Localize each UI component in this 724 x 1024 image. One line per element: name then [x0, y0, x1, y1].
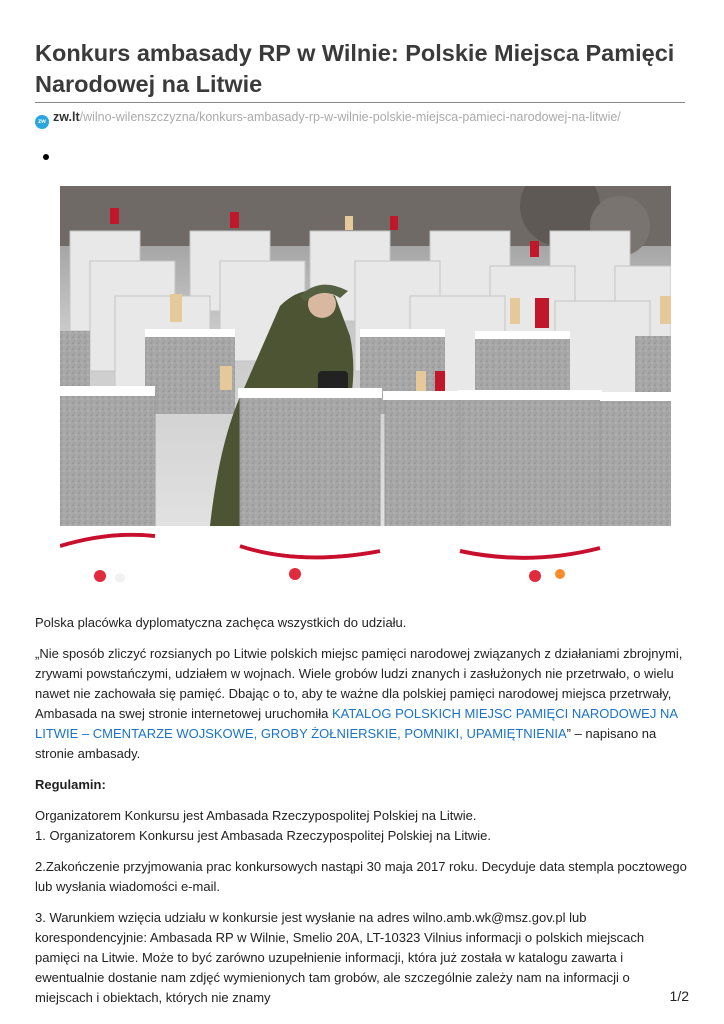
title-divider [35, 102, 685, 103]
site-favicon-icon: zw [35, 115, 49, 129]
catalog-link[interactable]: KATALOG POLSKICH MIEJSC PAMIĘCI NARODOWEJ NA LITWIE – CMENTARZE WOJSKOWE, GROBY ŻOŁNIERSKIE, POMNIKI, UPAMIĘTNIENIA [35, 706, 678, 741]
source-domain-link[interactable]: zw.lt [53, 110, 80, 124]
intro-paragraph: Polska placówka dyplomatyczna zachęca wszystkich do udziału. [35, 615, 407, 630]
quote-text-end: ” – napisano na stronie ambasady. [35, 726, 657, 761]
article-photo [60, 186, 671, 592]
rules-line-b: 1. Organizatorem Konkursu jest Ambasada Rzeczypospolitej Polskiej na Litwie. [35, 828, 491, 843]
rules-heading: Regulamin: [35, 777, 106, 792]
list-bullet [43, 154, 49, 160]
article-title: Konkurs ambasady RP w Wilnie: Polskie Miejsca Pamięci Narodowej na Litwie [35, 40, 675, 97]
article-body [35, 613, 687, 1019]
rule-2-paragraph: 2.Zakończenie przyjmowania prac konkursowych nastąpi 30 maja 2017 roku. Decyduje data stempla pocztowego lub wysłania wiadomości e-mail. [35, 859, 687, 894]
rules-line-a: Organizatorem Konkursu jest Ambasada Rzeczypospolitej Polskiej na Litwie. [35, 808, 477, 823]
quote-paragraph [35, 644, 687, 764]
rule-1-paragraph [35, 806, 687, 846]
source-line [35, 110, 621, 129]
quote-text-start: „Nie sposób zliczyć rozsianych po Litwie polskich miejsc pamięci narodowej związanych z działaniami zbrojnymi, zrywami powstańczymi, udziałem w wojnach. Wiele grobów ludzi znanych i zasłużonych nie przetrwało, o wielu nawet nie zachowała się pamięć. Dbając o to, aby te ważne dla polskiej pamięci narodowej miejsca przetrwały, Ambasada na swej stronie internetowej uruchomiła [35, 646, 683, 721]
page-number: 1/2 [669, 988, 689, 1004]
rule-3-paragraph: 3. Warunkiem wzięcia udziału w konkursie jest wysłanie na adres wilno.amb.wk@msz.gov.pl lub korespondencyjnie: Ambasada RP w Wilnie, Smelio 20A, LT-10323 Vilnius informacji o polskich miejscach pamięci na Litwie. Może to być zarówno uzupełnienie informacji, która już została w katalogu zawarta i ewentualnie dostanie nam zdjęć wymienionych tam grobów, ale szczególnie zależy nam na informacji o miejscach i obiektach, których nie znamy [35, 910, 645, 1005]
source-path: /wilno-wilenszczyzna/konkurs-ambasady-rp-w-wilnie-polskie-miejsca-pamieci-narodowej-na-litwie/ [79, 110, 621, 124]
